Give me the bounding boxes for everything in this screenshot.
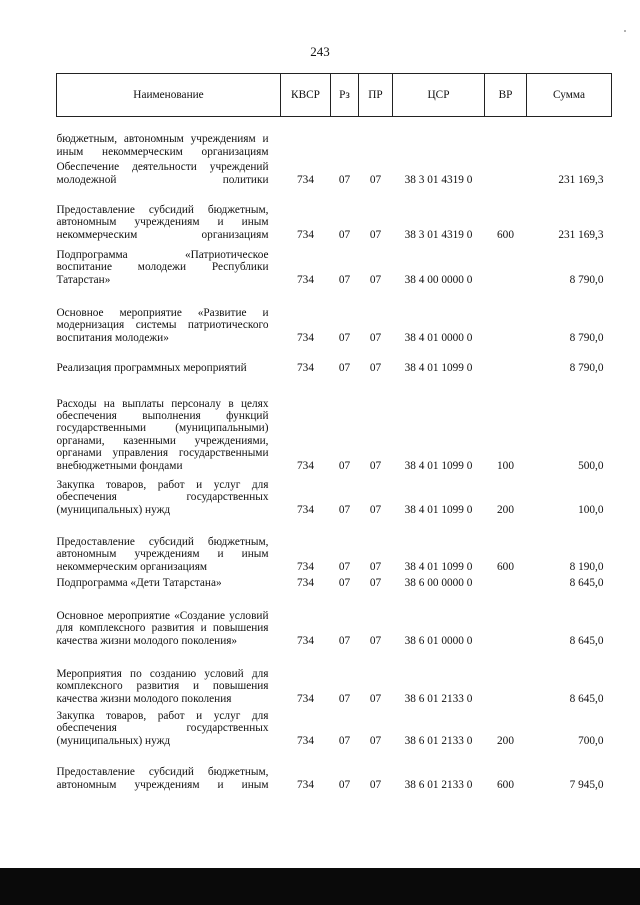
row-sum: 8 190,0 [569, 560, 604, 573]
row-pr: 07 [369, 576, 382, 589]
row-sum: 8 645,0 [569, 692, 604, 705]
row-name: Основное мероприятие «Развитие и модернизация системы патриотического воспитания молодежи» [56, 306, 269, 344]
row-kvsr: 734 [297, 273, 314, 286]
row-sum: 8 790,0 [569, 331, 604, 344]
row-pr [359, 117, 393, 159]
row-pr: 07 [369, 503, 382, 516]
row-vr: 600 [497, 560, 514, 573]
row-pr: 07 [369, 228, 382, 241]
row-rz: 07 [338, 634, 351, 647]
col-header-kvsr: КВСР [281, 74, 331, 117]
row-rz: 07 [338, 560, 351, 573]
row-vr: 100 [497, 459, 514, 472]
row-csr [393, 117, 485, 159]
table-row [57, 705, 612, 747]
table-row [57, 472, 612, 516]
row-vr [485, 589, 527, 647]
row-sum: 8 645,0 [569, 576, 604, 589]
row-sum: 500,0 [578, 459, 604, 472]
row-name: Закупка товаров, работ и услуг для обеспечения государственных (муниципальных) нужд [56, 709, 269, 747]
row-vr [485, 286, 527, 344]
row-pr: 07 [369, 692, 382, 705]
row-rz [331, 117, 359, 159]
row-csr: 38 6 01 0000 0 [404, 634, 473, 647]
row-pr: 07 [369, 273, 382, 286]
table-row [57, 241, 612, 286]
row-csr: 38 3 01 4319 0 [404, 228, 473, 241]
row-rz: 07 [338, 228, 351, 241]
row-rz: 07 [338, 734, 351, 747]
row-csr: 38 4 01 1099 0 [404, 361, 473, 374]
row-sum: 231 169,3 [558, 173, 604, 186]
row-csr: 38 4 01 0000 0 [404, 331, 473, 344]
row-rz: 07 [338, 692, 351, 705]
row-vr: 600 [497, 778, 514, 791]
row-vr: 600 [497, 228, 514, 241]
row-name: Реализация программных мероприятий [56, 361, 247, 374]
row-pr: 07 [369, 734, 382, 747]
scan-bottom-band [0, 868, 640, 905]
row-rz: 07 [338, 331, 351, 344]
row-pr: 07 [369, 459, 382, 472]
row-pr: 07 [369, 634, 382, 647]
row-vr: 200 [497, 503, 514, 516]
table-row [57, 747, 612, 791]
row-vr: 200 [497, 734, 514, 747]
table-row [57, 117, 612, 159]
row-kvsr: 734 [297, 576, 314, 589]
row-sum [527, 117, 612, 159]
row-csr: 38 6 00 0000 0 [404, 576, 473, 589]
table-body [57, 117, 612, 792]
row-kvsr: 734 [297, 173, 314, 186]
table-row [57, 158, 612, 186]
table-row [57, 286, 612, 344]
row-vr [485, 117, 527, 159]
row-csr: 38 6 01 2133 0 [404, 778, 473, 791]
row-rz: 07 [338, 173, 351, 186]
row-rz: 07 [338, 778, 351, 791]
row-kvsr: 734 [297, 778, 314, 791]
row-kvsr: 734 [297, 692, 314, 705]
table-row [57, 374, 612, 472]
row-name: Подпрограмма «Патриотическое воспитание молодежи Республики Татарстан» [56, 248, 269, 286]
row-name: Подпрограмма «Дети Татарстана» [56, 576, 222, 589]
col-header-name: Наименование [57, 74, 281, 117]
row-rz: 07 [338, 459, 351, 472]
col-header-sum: Сумма [527, 74, 612, 117]
row-kvsr: 734 [297, 503, 314, 516]
table-row [57, 589, 612, 647]
row-sum: 700,0 [578, 734, 604, 747]
col-header-rz: Рз [331, 74, 359, 117]
row-pr: 07 [369, 560, 382, 573]
row-kvsr: 734 [297, 228, 314, 241]
row-csr: 38 6 01 2133 0 [404, 734, 473, 747]
table-header [57, 74, 612, 117]
row-csr: 38 4 00 0000 0 [404, 273, 473, 286]
row-name: Предоставление субсидий бюджетным, автономным учреждениям и иным некоммерческим организациям [56, 535, 269, 573]
row-csr: 38 4 01 1099 0 [404, 560, 473, 573]
page-number: 243 [310, 44, 330, 59]
row-kvsr [281, 117, 331, 159]
row-rz: 07 [338, 576, 351, 589]
row-rz: 07 [338, 503, 351, 516]
row-pr: 07 [369, 173, 382, 186]
table-row [57, 344, 612, 374]
row-vr [485, 241, 527, 286]
table-row [57, 516, 612, 573]
row-kvsr: 734 [297, 560, 314, 573]
col-header-vr: ВР [485, 74, 527, 117]
row-name: Расходы на выплаты персоналу в целях обеспечения выполнения функций государственными (муниципальными) органами, казенными учреждениями, органами управления государственными внебюджетными фондами [56, 397, 269, 472]
col-header-csr: ЦСР [393, 74, 485, 117]
row-name: Предоставление субсидий бюджетным, автономным учреждениям и иным [56, 766, 269, 791]
row-name: Мероприятия по созданию условий для комплексного развития и повышения качества жизни молодого поколения [56, 667, 269, 705]
table-row [57, 647, 612, 705]
row-pr: 07 [369, 331, 382, 344]
row-kvsr: 734 [297, 734, 314, 747]
col-header-pr: ПР [359, 74, 393, 117]
table-row [57, 186, 612, 241]
row-kvsr: 734 [297, 459, 314, 472]
row-rz: 07 [338, 273, 351, 286]
row-name: Предоставление субсидий бюджетным, автономным учреждениям и иным некоммерческим организациям [56, 203, 269, 241]
row-kvsr: 734 [297, 331, 314, 344]
row-sum: 8 645,0 [569, 634, 604, 647]
row-pr: 07 [369, 361, 382, 374]
row-pr: 07 [369, 778, 382, 791]
row-csr: 38 4 01 1099 0 [404, 503, 473, 516]
row-csr: 38 6 01 2133 0 [404, 692, 473, 705]
row-sum: 7 945,0 [569, 778, 604, 791]
row-csr: 38 3 01 4319 0 [404, 173, 473, 186]
row-vr [485, 344, 527, 374]
row-sum: 231 169,3 [558, 228, 604, 241]
row-sum: 100,0 [578, 503, 604, 516]
row-rz: 07 [338, 361, 351, 374]
row-name: бюджетным, автономным учреждениям и иным некоммерческим организациям [56, 133, 269, 158]
budget-table [56, 73, 612, 791]
row-name: Основное мероприятие «Создание условий для комплексного развития и повышения качества жизни молодого поколения» [56, 609, 269, 647]
row-name: Обеспечение деятельности учреждений молодежной политики [56, 161, 269, 186]
row-kvsr: 734 [297, 634, 314, 647]
row-vr [485, 158, 527, 186]
row-kvsr: 734 [297, 361, 314, 374]
scan-speck [624, 30, 626, 32]
row-sum: 8 790,0 [569, 273, 604, 286]
row-csr: 38 4 01 1099 0 [404, 459, 473, 472]
row-vr [485, 647, 527, 705]
row-vr [485, 573, 527, 589]
row-name: Закупка товаров, работ и услуг для обеспечения государственных (муниципальных) нужд [56, 478, 269, 516]
row-sum: 8 790,0 [569, 361, 604, 374]
table-row [57, 573, 612, 589]
